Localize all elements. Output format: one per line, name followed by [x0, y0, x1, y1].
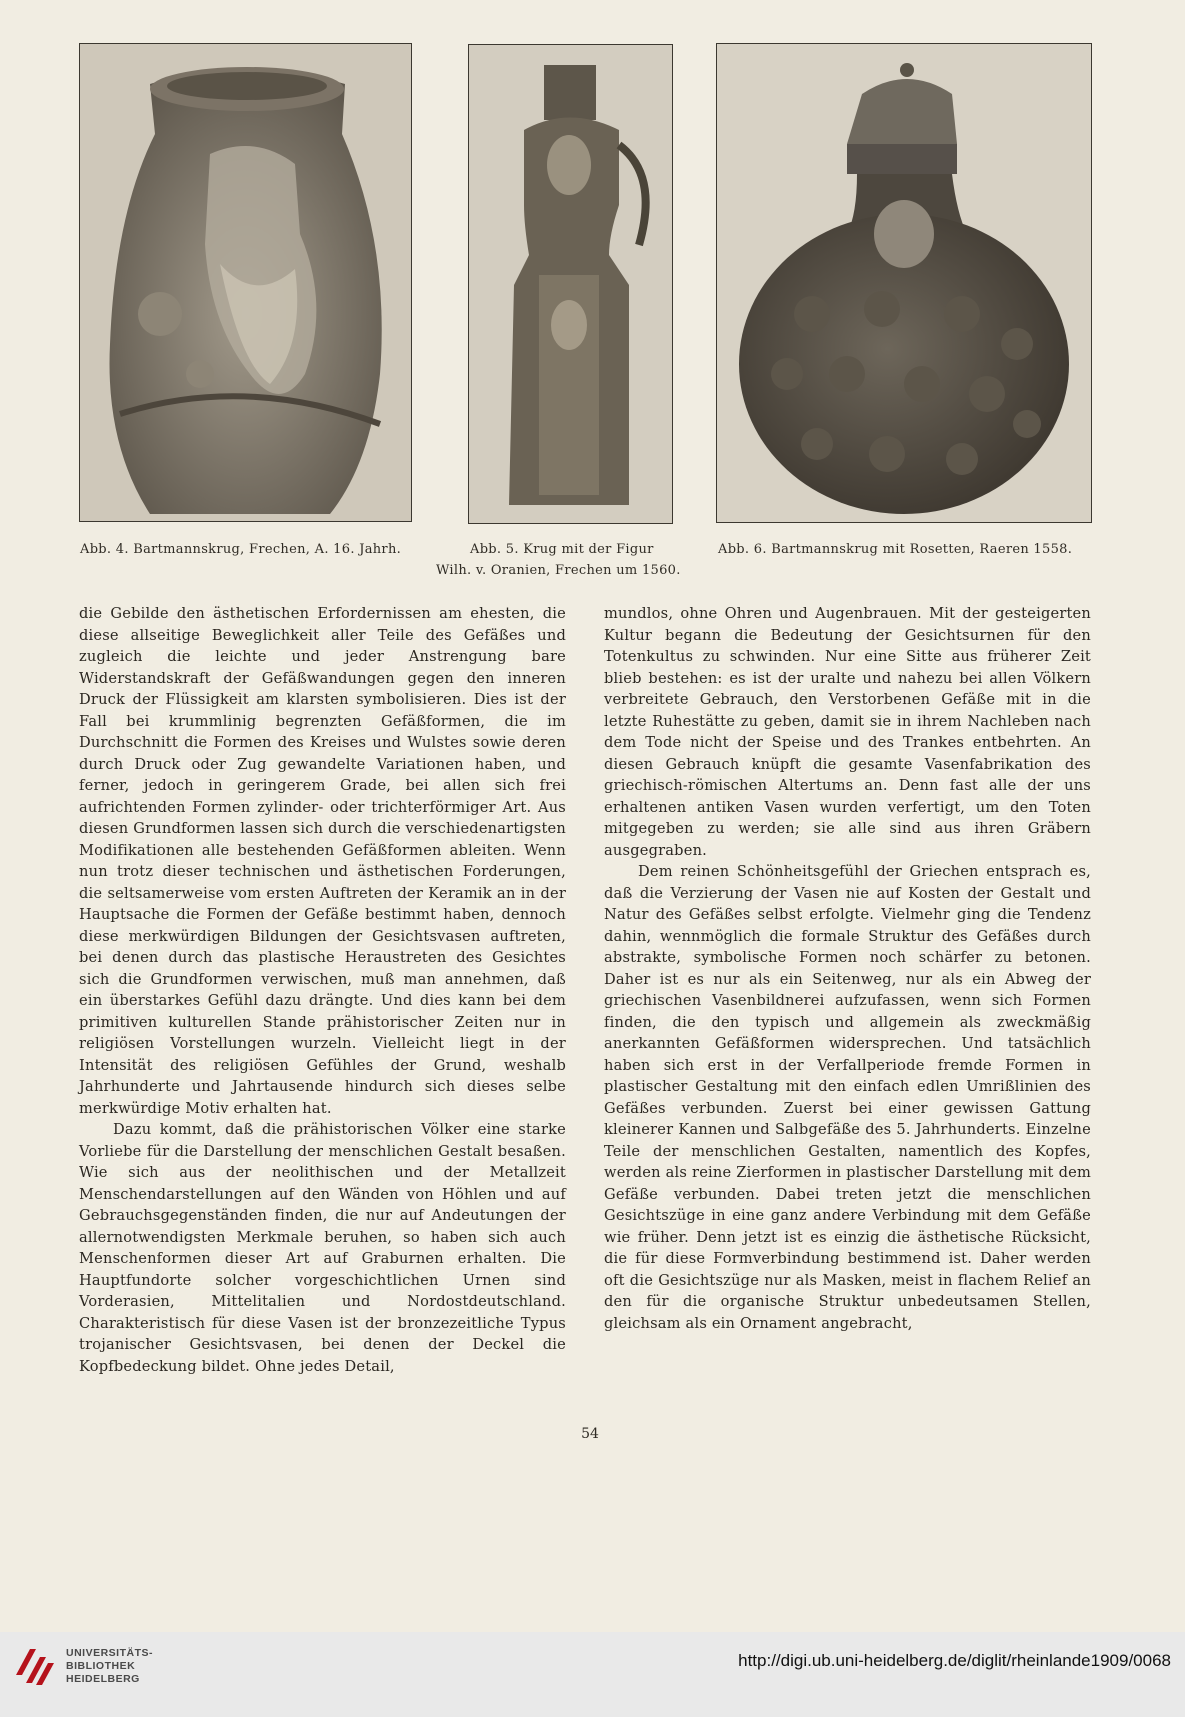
left-text-column — [79, 603, 566, 1377]
paragraph: mundlos, ohne Ohren und Augenbrauen. Mit der gesteigerten Kultur begann die Bedeutung der Gesichtsurnen für den Totenkultus zu schwinden. Nur eine Sitte aus früherer Zeit blieb bestehen: es ist der uralte und nahezu bei allen Völkern verbreitete Gebrauch, den Verstorbenen Gefäße mit in die letzte Ruhestätte zu geben, damit sie in ihrem Nachleben nach dem Tode nicht der Speise und des Trankes entbehrten. An diesen Gebrauch knüpft die gesamte Vasenfabrikation des griechisch-römischen Altertums an. Denn fast alle der uns erhaltenen antiken Vasen wurden verfertigt, um den Toten mitgegeben zu werden; sie alle sind aus ihren Gräbern ausgegraben. — [604, 605, 1091, 859]
footer-bar — [0, 1632, 1185, 1717]
permalink-url[interactable]: http://digi.ub.uni-heidelberg.de/diglit/rheinlande1909/0068 — [738, 1651, 1171, 1670]
university-library-logo-icon — [12, 1645, 56, 1689]
jug-bearded-face-photo — [80, 44, 411, 521]
page-number: 54 — [581, 1426, 599, 1442]
tall-jug-figure-photo — [469, 45, 672, 523]
library-name-line: UNIVERSITÄTS- — [66, 1647, 154, 1659]
figure-bartmannskrug-frechen — [79, 43, 412, 522]
library-name-line: HEIDELBERG — [66, 1673, 140, 1685]
figure-6-caption: Abb. 6. Bartmannskrug mit Rosetten, Raeren 1558. — [718, 542, 1073, 557]
right-text-column — [604, 603, 1091, 1334]
figure-4-caption: Abb. 4. Bartmannskrug, Frechen, A. 16. Jahrh. — [80, 542, 402, 557]
paragraph: Dazu kommt, daß die prähistorischen Völker eine starke Vorliebe für die Darstellung der menschlichen Gestalt besaßen. Wie sich aus der neolithischen und der Metallzeit Menschendarstellungen auf den Wänden von Höhlen und auf Gebrauchsgegenständen finden, die nur auf Andeutungen der allernotwendigsten Merkmale beruhen, so haben sich auch Menschenformen dieser Art auf Graburnen erhalten. Die Hauptfundorte solcher vorgeschichtlichen Urnen sind Vorderasien, Mittelitalien und Nordostdeutschland. Charakteristisch für diese Vasen ist der bronzezeitliche Typus trojanischer Gesichtsvasen, bei denen der Deckel die Kopfbedeckung bildet. Ohne jedes Detail, — [79, 1121, 566, 1375]
library-name-line: BIBLIOTHEK — [66, 1660, 136, 1672]
figure-5-caption-line1: Abb. 5. Krug mit der Figur — [470, 542, 654, 557]
figure-5-caption-line2: Wilh. v. Oranien, Frechen um 1560. — [436, 563, 681, 578]
figure-krug-wilhelm-von-oranien — [468, 44, 673, 524]
library-name — [66, 1647, 153, 1686]
round-jug-rosettes-photo — [717, 44, 1091, 522]
figure-bartmannskrug-rosetten-raeren — [716, 43, 1092, 523]
paragraph: Dem reinen Schönheitsgefühl der Griechen entsprach es, daß die Verzierung der Vasen nie auf Kosten der Gestalt und Natur des Gefäßes selbst erfolgte. Vielmehr ging die Tendenz dahin, wennmöglich die formale Struktur des Gefäßes durch abstrakte, symbolische Formen noch schärfer zu betonen. Daher ist es nur als ein Seitenweg, nur als ein Abweg der griechischen Vasenbildnerei aufzufassen, wenn sich Formen finden, die den typisch und allgemein als zweckmäßig anerkannten Gefäßformen widersprechen. Und tatsächlich haben sich erst in der Verfallperiode fremde Formen in plastischer Gestaltung mit den einfach edlen Umrißlinien des Gefäßes verbunden. Zuerst bei einer gewissen Gattung kleinerer Kannen und Salbgefäße des 5. Jahrhunderts. Einzelne Teile der menschlichen Gestalten, namentlich des Kopfes, werden als reine Zierformen in plastischer Darstellung mit dem Gefäße verbunden. Dabei treten jetzt die menschlichen Gesichtszüge in eine ganz andere Verbindung mit dem Gefäße wie früher. Denn jetzt ist es einzig die ästhetische Rücksicht, die für diese Formverbindung bestimmend ist. Daher werden oft die Gesichtszüge nur als Masken, meist in flachem Relief an den für die organische Struktur unbedeutsamen Stellen, gleichsam als ein Ornament angebracht, — [604, 863, 1091, 1332]
paragraph: die Gebilde den ästhetischen Erfordernissen am ehesten, die diese allseitige Beweglichkeit aller Teile des Gefäßes und zugleich die leichte und jeder Anstrengung bare Widerstandskraft der Gefäßwandungen gegen den inneren Druck der Flüssigkeit am klarsten symbolisieren. Dies ist der Fall bei krummlinig begrenzten Gefäßformen, die im Durchschnitt die Formen des Kreises und Wulstes sowie deren durch Druck oder Zug gewandelte Variationen haben, und ferner, jedoch in geringerem Grade, bei allen sich frei aufrichtenden Formen zylinder- oder trichterförmiger Art. Aus diesen Grundformen lassen sich durch die verschiedenartigsten Modifikationen alle bestehenden Gefäßformen ableiten. Wenn nun trotz dieser technischen und ästhetischen Forderungen, die seltsamerweise vom ersten Auftreten der Keramik an in der Hauptsache die Formen der Gefäße bestimmt haben, dennoch diese merkwürdigen Bildungen der Gesichtsvasen auftreten, bei denen durch das plastische Heraustreten des Gesichtes sich die Grundformen verwischen, muß man annehmen, daß ein überstarkes Gefühl dazu drängte. Und dies kann bei dem primitiven kulturellen Stande prähistorischer Zeiten nur in religiösen Vorstellungen wurzeln. Vielleicht liegt in der Intensität des religiösen Gefühles der Grund, weshalb Jahrhunderte und Jahrtausende hindurch sich dieses selbe merkwürdige Motiv erhalten hat. — [79, 605, 566, 1117]
